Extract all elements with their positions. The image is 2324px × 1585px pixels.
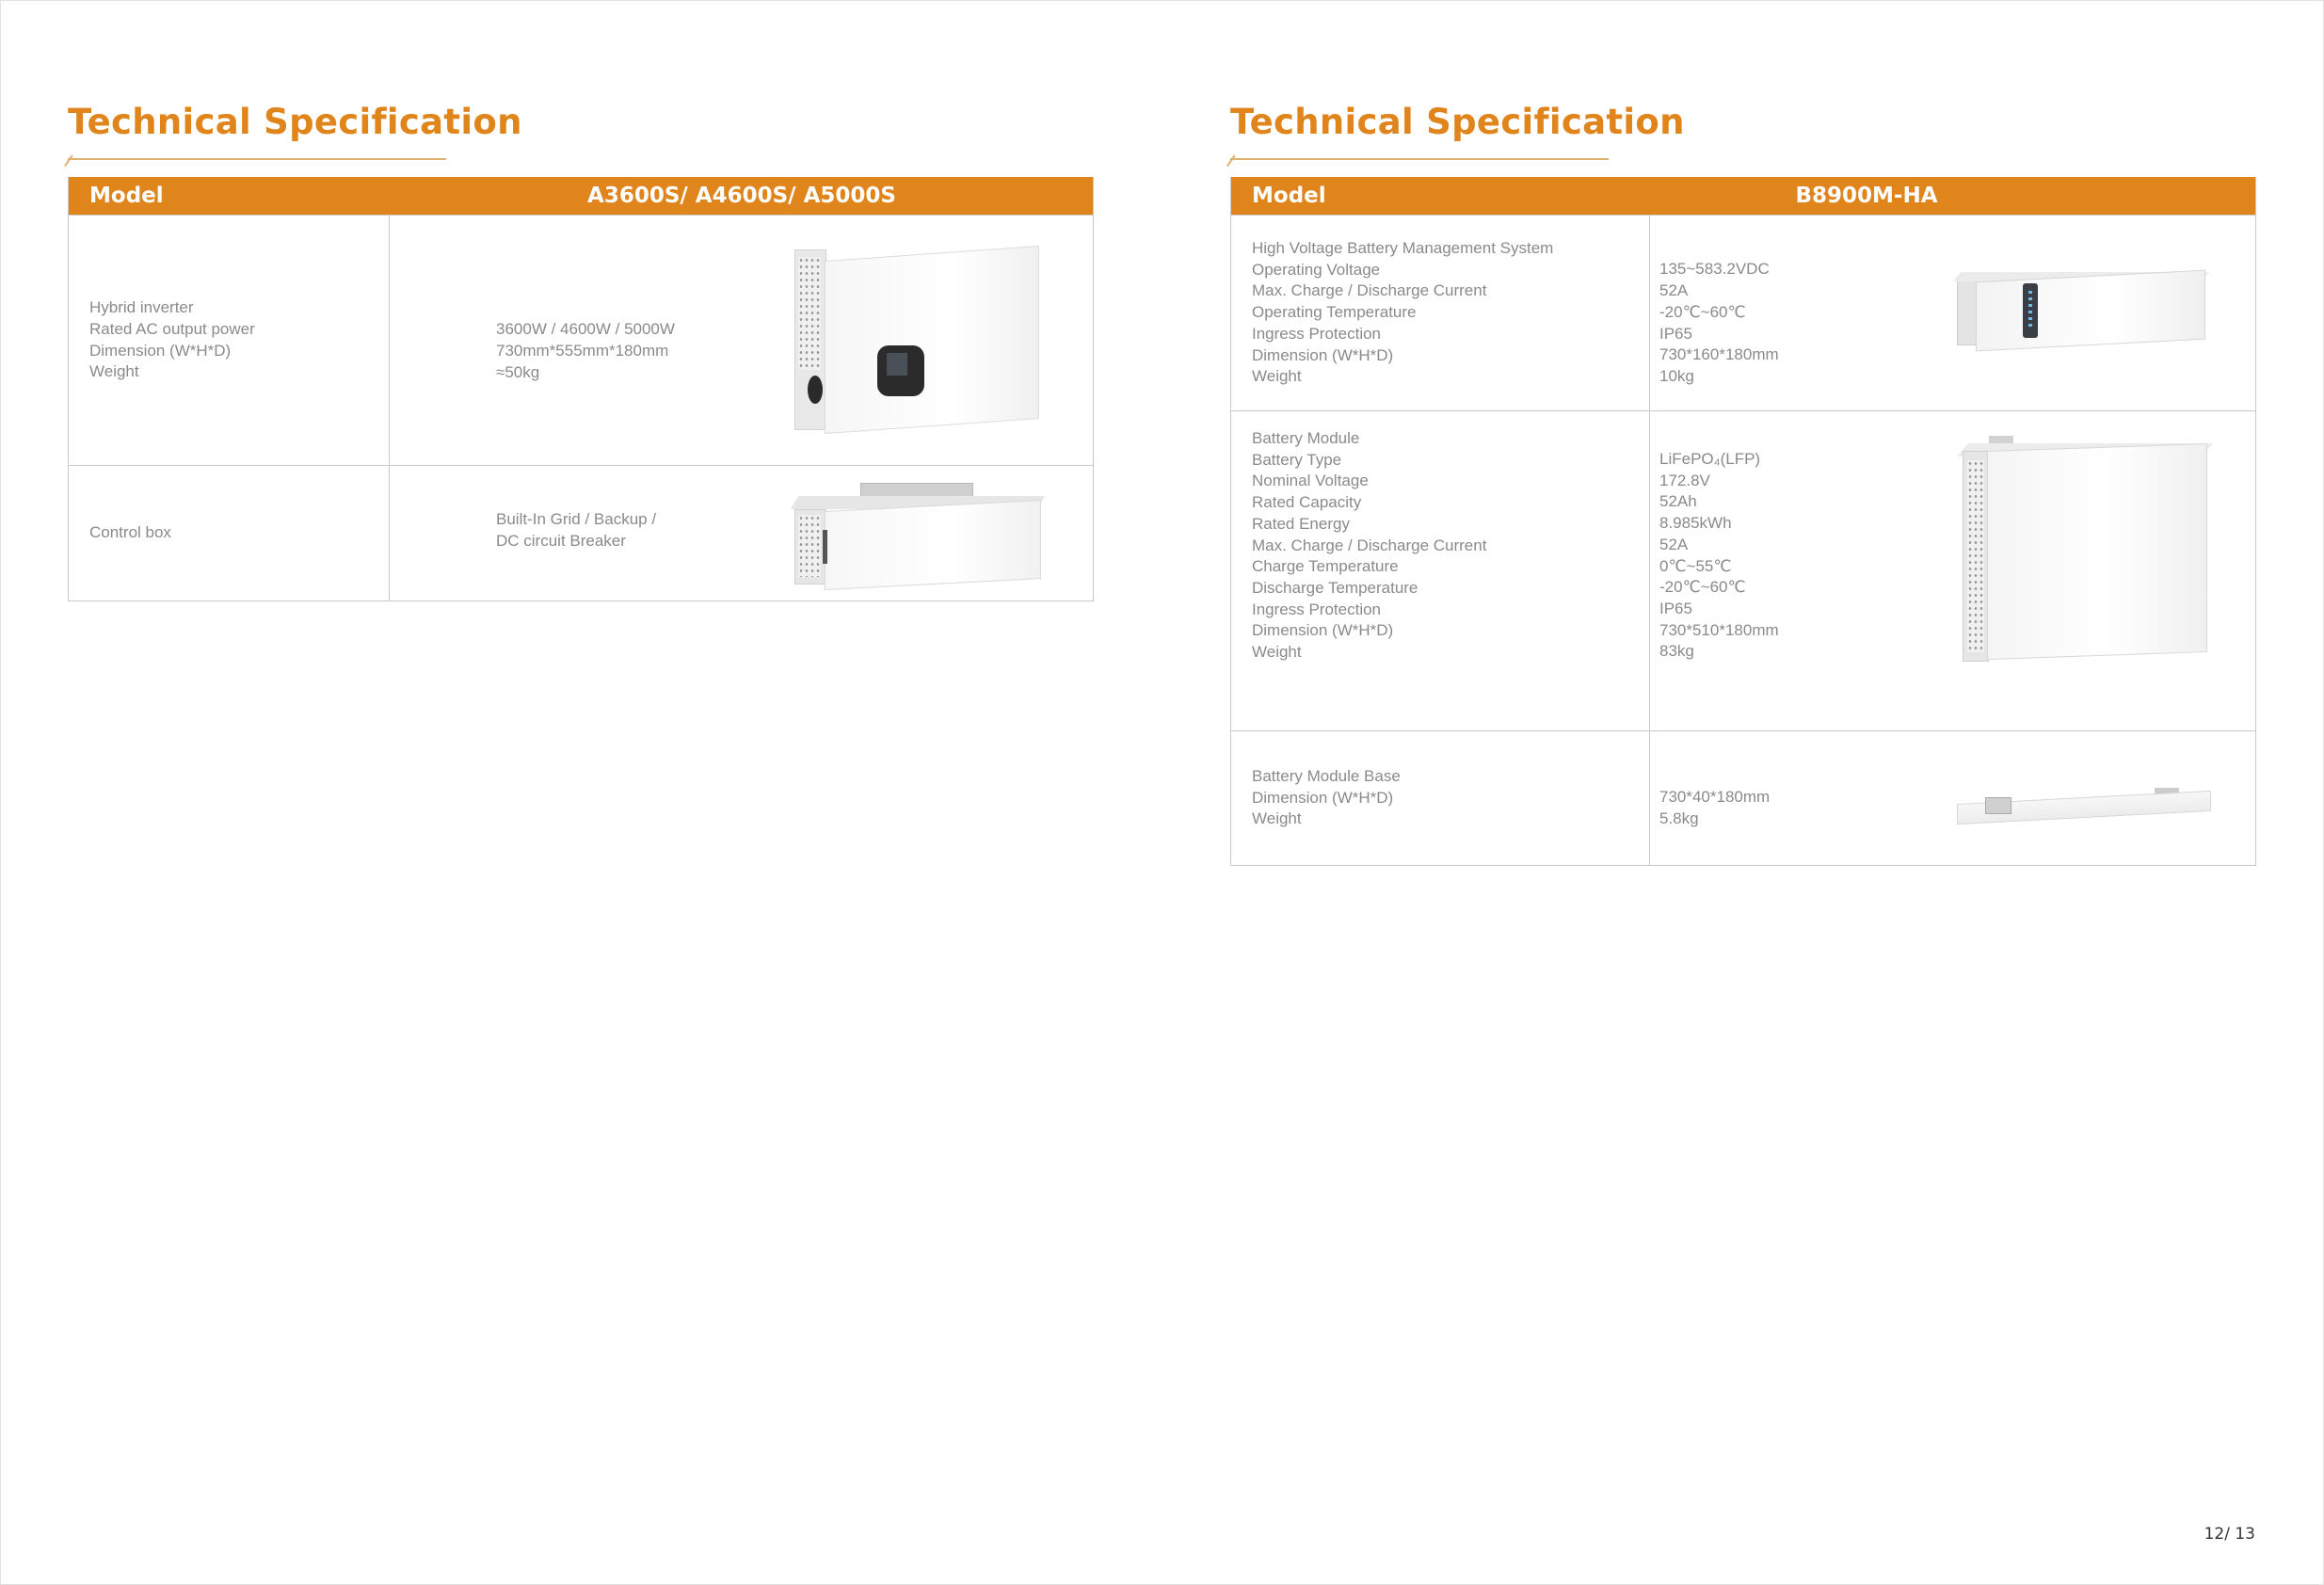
spec-values-cell	[390, 216, 1093, 465]
title-underline	[68, 158, 446, 160]
spec-label: Max. Charge / Discharge Current	[1252, 281, 1487, 300]
page-title: Technical Specification	[68, 102, 522, 142]
spec-labels	[1231, 411, 1650, 730]
table-row	[1231, 410, 2255, 730]
spec-values	[496, 509, 656, 552]
spec-label: Rated AC output power	[89, 319, 255, 338]
spec-label: Weight	[1252, 367, 1302, 386]
spec-value: 172.8V	[1659, 471, 1710, 489]
spec-value: 730*160*180mm	[1659, 345, 1779, 364]
table-row	[69, 465, 1093, 600]
spec-label: Battery Module	[1252, 429, 1360, 447]
spec-value: -20℃~60℃	[1659, 302, 1746, 321]
bms-image	[1957, 272, 2205, 349]
spec-value: LiFePO₄(LFP)	[1659, 450, 1761, 468]
page-title: Technical Specification	[1230, 102, 1685, 142]
spec-value: -20℃~60℃	[1659, 578, 1746, 597]
spec-label: Battery Type	[1252, 450, 1342, 469]
spec-value: 730*510*180mm	[1659, 620, 1779, 639]
spec-label: Max. Charge / Discharge Current	[1252, 536, 1487, 554]
spec-value: 10kg	[1659, 366, 1694, 385]
spec-table	[1230, 177, 2256, 866]
spec-label: Dimension (W*H*D)	[1252, 788, 1394, 807]
spec-value: 52Ah	[1659, 492, 1697, 511]
spec-labels	[1231, 216, 1650, 410]
spec-values-cell	[1650, 216, 2255, 410]
spec-label: Dimension (W*H*D)	[89, 341, 232, 360]
spec-value: 8.985kWh	[1659, 514, 1732, 533]
page-number: 12/ 13	[2204, 1525, 2255, 1544]
spec-label: Hybrid inverter	[89, 298, 194, 317]
spec-value: ≈50kg	[496, 362, 540, 381]
spec-label: Control box	[89, 523, 171, 542]
spec-label: Rated Energy	[1252, 514, 1350, 533]
spec-values-cell	[390, 466, 1093, 600]
spec-value: 52A	[1659, 281, 1689, 300]
battery-base-image	[1957, 788, 2211, 829]
spec-label: Discharge Temperature	[1252, 578, 1418, 597]
spec-label: Operating Temperature	[1252, 303, 1417, 322]
spec-value: 135~583.2VDC	[1659, 260, 1770, 279]
table-row	[1231, 730, 2255, 865]
table-row	[69, 215, 1093, 465]
spec-label: Dimension (W*H*D)	[1252, 345, 1394, 364]
spec-table	[68, 177, 1094, 601]
spec-values	[1659, 449, 1779, 663]
spec-value: 83kg	[1659, 642, 1694, 661]
spec-label: Dimension (W*H*D)	[1252, 621, 1394, 640]
spec-label: Operating Voltage	[1252, 260, 1381, 279]
spec-value: 730*40*180mm	[1659, 788, 1771, 807]
spec-label: Weight	[1252, 643, 1302, 662]
spec-value: IP65	[1659, 324, 1692, 343]
spec-value: 3600W / 4600W / 5000W	[496, 320, 675, 339]
spec-values-cell	[1650, 411, 2255, 730]
spec-label: Charge Temperature	[1252, 557, 1399, 576]
title-underline	[1230, 158, 1609, 160]
battery-module-image	[1963, 436, 2207, 662]
spec-label: Ingress Protection	[1252, 324, 1382, 343]
spec-label: Battery Module Base	[1252, 766, 1401, 785]
table-header	[1231, 177, 2255, 215]
spec-values	[496, 319, 675, 383]
spec-value: DC circuit Breaker	[496, 531, 626, 550]
spec-values-cell	[1650, 731, 2255, 865]
spec-value: 0℃~55℃	[1659, 556, 1732, 575]
spec-labels	[69, 466, 390, 600]
spec-label: Nominal Voltage	[1252, 472, 1369, 490]
control-box-image	[794, 483, 1041, 584]
spec-label: Rated Capacity	[1252, 493, 1362, 512]
spec-labels	[69, 216, 390, 465]
spec-value: 5.8kg	[1659, 809, 1699, 827]
table-header	[69, 177, 1093, 215]
spec-label: Weight	[89, 362, 139, 381]
model-label: Model	[1252, 184, 1326, 208]
model-value: B8900M-HA	[1795, 184, 1938, 208]
spec-label: High Voltage Battery Management System	[1252, 239, 1554, 258]
spec-value: 52A	[1659, 535, 1689, 553]
spec-label: Weight	[1252, 809, 1302, 828]
spec-labels	[1231, 731, 1650, 865]
spec-value: 730mm*555mm*180mm	[496, 342, 669, 360]
inverter-image	[794, 249, 1039, 430]
model-label: Model	[89, 184, 164, 208]
spec-values	[1659, 259, 1779, 387]
table-row	[1231, 215, 2255, 410]
spec-values	[1659, 787, 1770, 829]
spec-value: Built-In Grid / Backup /	[496, 509, 657, 528]
spec-value: IP65	[1659, 599, 1692, 617]
model-value: A3600S/ A4600S/ A5000S	[587, 184, 896, 208]
spec-label: Ingress Protection	[1252, 600, 1382, 618]
